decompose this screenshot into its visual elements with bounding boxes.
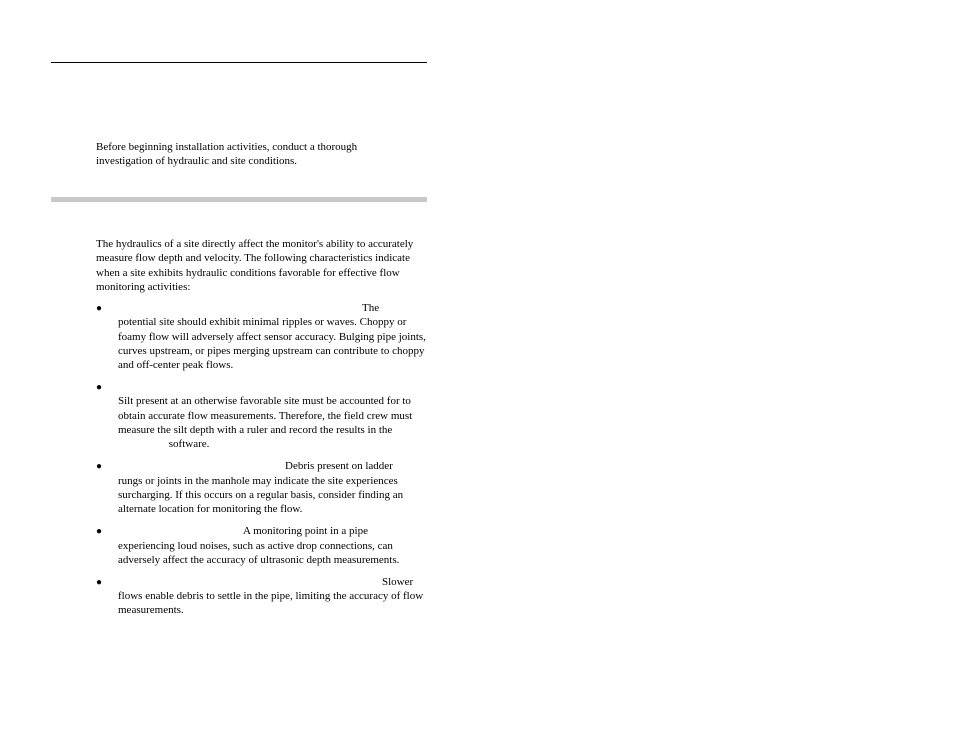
item-lead-text: A monitoring point in a pipe — [243, 525, 368, 538]
hydraulic-conditions-list — [96, 301, 436, 625]
bullet-icon: ● — [96, 382, 103, 394]
bullet-icon: ● — [96, 576, 103, 588]
item-body-text: potential site should exhibit minimal ripples or waves. Choppy or foamy flow will adversely affect sensor accuracy. Bulging pipe joints, curves upstream, or pipes merging upstream can contribute to choppy and off-center peak flows. — [118, 316, 426, 372]
bullet-icon: ● — [96, 526, 103, 538]
bullet-icon: ● — [96, 303, 103, 314]
item-body-text: Silt present at an otherwise favorable site must be accounted for to obtain accurate flow measurements. Therefore, the field crew must measure the silt depth with a ruler and record the results in the — [118, 395, 413, 437]
list-item — [96, 575, 436, 618]
item-body-text: flows enable debris to settle in the pipe, limiting the accuracy of flow measurements. — [118, 590, 424, 617]
section-divider-bar — [51, 197, 427, 202]
item-body-text: experiencing loud noises, such as active drop connections, can adversely affect the accuracy of ultrasonic depth measurements. — [118, 539, 400, 566]
item-body-text: rungs or joints in the manhole may indicate the site experiences surcharging. If this occurs on a regular basis, consider finding an alternate location for monitoring the flow. — [118, 474, 404, 516]
intro-paragraph: Before beginning installation activities, conduct a thorough investigation of hydraulic and site conditions. — [96, 141, 358, 168]
item-lead-text: Debris present on ladder — [285, 460, 393, 473]
list-item — [96, 459, 436, 516]
item-lead-text: The — [362, 302, 380, 314]
hydraulics-paragraph: The hydraulics of a site directly affect the monitor's ability to accurately measure flow depth and velocity. The following characteristics indicate when a site exhibits hydraulic conditions favorable for effective flow monitoring activities: — [96, 238, 414, 293]
item-tail-text: software. — [168, 438, 210, 451]
list-item — [96, 301, 436, 372]
bullet-icon: ● — [96, 461, 103, 473]
list-item — [96, 524, 436, 567]
item-lead-text: Slower — [382, 575, 414, 588]
header-rule — [51, 62, 427, 63]
list-item — [96, 380, 436, 451]
